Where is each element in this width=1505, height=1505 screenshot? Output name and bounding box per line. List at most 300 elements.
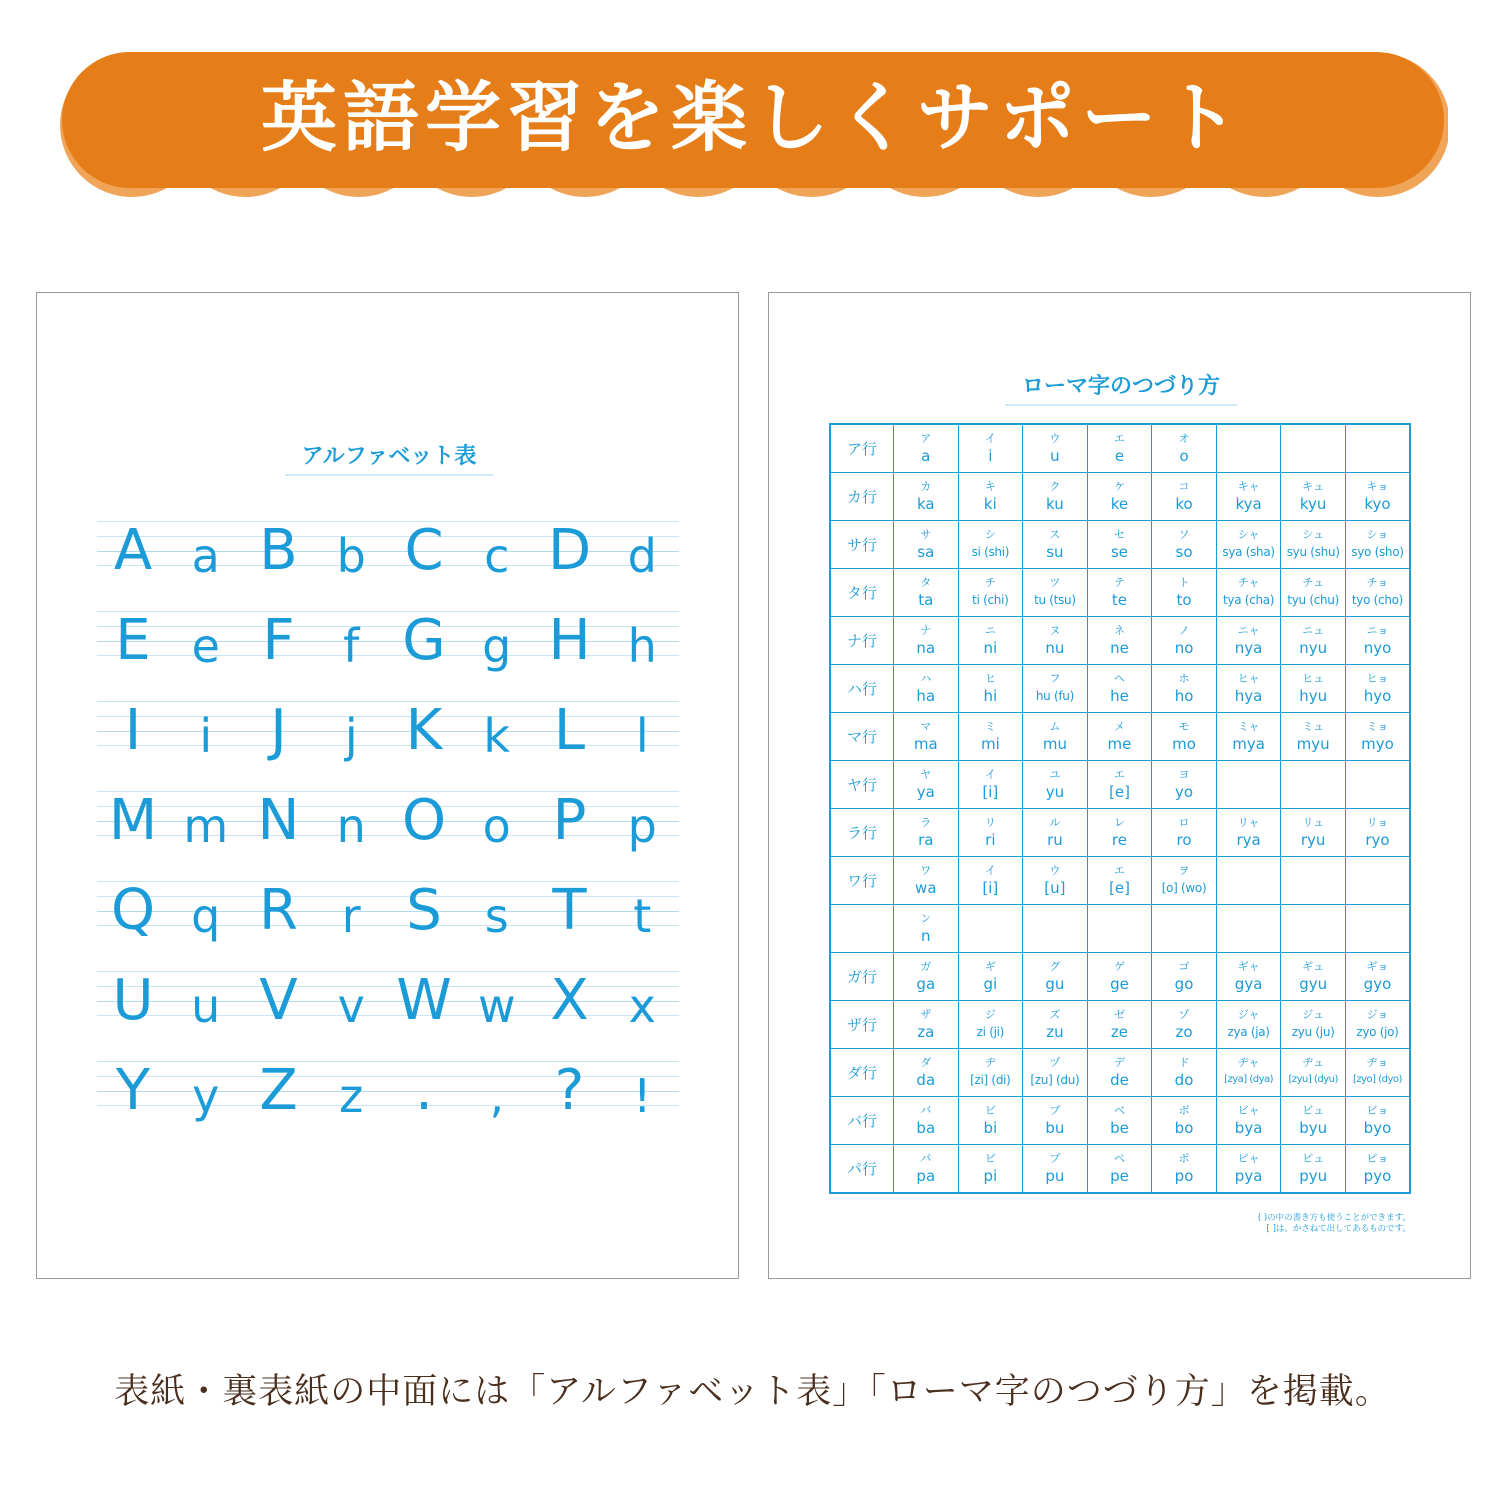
romaji-text: ta: [918, 590, 934, 609]
alphabet-row: [97, 698, 679, 791]
romaji-cell: [1216, 424, 1281, 473]
romaji-row: [830, 809, 1410, 857]
romaji-cell: [1216, 713, 1281, 761]
romaji-cell: [894, 617, 959, 665]
romaji-cell: [1216, 857, 1281, 905]
kana-text: ヘ: [1113, 671, 1125, 685]
kana-text: ヒョ: [1366, 671, 1389, 685]
romaji-cell: [1152, 473, 1217, 521]
alphabet-row: [97, 878, 679, 971]
romaji-cell: [1152, 617, 1217, 665]
alphabet-letter: d: [627, 529, 657, 583]
alphabet-letter: N: [257, 788, 300, 853]
kana-text: レ: [1113, 815, 1125, 829]
romaji-cell: [1345, 857, 1410, 905]
kana-text: ト: [1178, 575, 1190, 589]
kana-text: カ: [920, 479, 932, 493]
romaji-cell: [1281, 1145, 1346, 1194]
alphabet-letter: G: [402, 608, 446, 673]
alphabet-row: [97, 1058, 679, 1151]
romaji-text: nu: [1045, 638, 1065, 657]
romaji-cell: [1281, 713, 1346, 761]
romaji-cell: [1087, 1001, 1152, 1049]
romaji-text: gya: [1234, 974, 1263, 993]
kana-text: ウ: [1049, 431, 1061, 445]
romaji-text: i: [988, 446, 993, 465]
kana-text: ザ: [920, 1007, 932, 1021]
romaji-cell: [1087, 1097, 1152, 1145]
kana-text: ピ: [984, 1151, 996, 1165]
alphabet-letter: j: [344, 709, 358, 763]
alphabet-letter: !: [633, 1069, 652, 1123]
row-label: ハ行: [830, 665, 894, 713]
kana-text: ニュ: [1302, 623, 1325, 637]
romaji-text: zyu (ju): [1291, 1024, 1335, 1039]
kana-text: ヒ: [984, 671, 996, 685]
romaji-text: go: [1174, 974, 1194, 993]
romaji-cell: [958, 713, 1023, 761]
romaji-text: ga: [916, 974, 936, 993]
alphabet-letter: H: [548, 608, 591, 673]
romaji-text: hu (fu): [1035, 688, 1074, 703]
romaji-text: [zi] (di): [970, 1072, 1011, 1087]
kana-text: ヤ: [920, 767, 932, 781]
romaji-cell: [1281, 1001, 1346, 1049]
romaji-cell: [1345, 424, 1410, 473]
romaji-text: so: [1175, 542, 1193, 561]
kana-text: ウ: [1049, 863, 1061, 877]
romaji-cell: [1087, 761, 1152, 809]
kana-text: マ: [920, 719, 932, 733]
kana-text: ニャ: [1237, 623, 1260, 637]
romaji-cell: [958, 569, 1023, 617]
romaji-cell: [894, 569, 959, 617]
romaji-cell: [958, 761, 1023, 809]
note-line: ( )の中の書き方も使うことができます。: [1257, 1213, 1411, 1223]
kana-text: ン: [920, 911, 932, 925]
romaji-cell: [1281, 953, 1346, 1001]
kana-text: キョ: [1366, 479, 1389, 493]
romaji-cell: [958, 665, 1023, 713]
romaji-cell: [1087, 809, 1152, 857]
romaji-cell: [894, 761, 959, 809]
alphabet-letter: S: [406, 878, 442, 943]
caption-text: 表紙・裏表紙の中面には「アルファベット表」「ローマ字のつづり方」を掲載。: [114, 1372, 1391, 1412]
kana-text: ヂュ: [1302, 1055, 1324, 1069]
romaji-cell: [1152, 713, 1217, 761]
romaji-cell: [958, 905, 1023, 953]
kana-text: キャ: [1237, 479, 1260, 493]
kana-text: チ: [984, 575, 996, 589]
row-label: ナ行: [830, 617, 894, 665]
romaji-cell: [894, 665, 959, 713]
romaji-cell: [1345, 905, 1410, 953]
romaji-cell: [1216, 761, 1281, 809]
romaji-text: sa: [917, 542, 935, 561]
kana-text: シャ: [1237, 527, 1260, 541]
romaji-text: tya (cha): [1222, 592, 1275, 607]
romaji-cell: [894, 473, 959, 521]
alphabet-letter: V: [259, 968, 298, 1033]
romaji-row: [830, 857, 1410, 905]
romaji-text: ni: [983, 638, 998, 657]
romaji-cell: [1345, 521, 1410, 569]
kana-text: リ: [984, 815, 996, 829]
romaji-cell: [1023, 569, 1088, 617]
romaji-cell: [958, 473, 1023, 521]
romaji-cell: [1152, 953, 1217, 1001]
romaji-cell: [1281, 905, 1346, 953]
romaji-text: mo: [1172, 734, 1196, 753]
romaji-text: pu: [1045, 1166, 1065, 1185]
kana-text: ジ: [984, 1007, 996, 1021]
romaji-cell: [1087, 473, 1152, 521]
romaji-text: myu: [1296, 734, 1330, 753]
kana-text: チョ: [1366, 575, 1389, 589]
kana-text: ダ: [920, 1055, 932, 1069]
romaji-row: [830, 953, 1410, 1001]
kana-text: ネ: [1113, 623, 1125, 637]
kana-text: ブ: [1049, 1103, 1061, 1117]
kana-text: ナ: [920, 623, 932, 637]
alphabet-letter: .: [415, 1058, 433, 1123]
romaji-row: [830, 1049, 1410, 1097]
romaji-text: e: [1114, 446, 1125, 465]
romaji-cell: [1216, 1145, 1281, 1194]
row-label: サ行: [830, 521, 894, 569]
romaji-text: na: [916, 638, 936, 657]
kana-text: シ: [984, 527, 996, 541]
romaji-text: pe: [1110, 1166, 1129, 1185]
romaji-text: ma: [913, 734, 938, 753]
kana-text: キュ: [1302, 479, 1325, 493]
alphabet-letter: i: [199, 709, 213, 763]
kana-text: ク: [1049, 479, 1061, 493]
romaji-text: de: [1110, 1070, 1129, 1089]
alphabet-letter: q: [191, 889, 221, 943]
kana-text: ム: [1049, 719, 1061, 733]
kana-text: ミ: [984, 719, 996, 733]
alphabet-letter: f: [343, 619, 360, 673]
romaji-text: ke: [1110, 494, 1129, 513]
romaji-text: byo: [1363, 1118, 1392, 1137]
kana-text: モ: [1178, 719, 1190, 733]
romaji-cell: [1281, 761, 1346, 809]
romaji-cell: [1087, 521, 1152, 569]
alphabet-letter: Y: [115, 1058, 151, 1123]
romaji-cell: [1152, 809, 1217, 857]
romaji-cell: [1087, 1049, 1152, 1097]
romaji-cell: [1345, 713, 1410, 761]
alphabet-letter: w: [477, 979, 516, 1033]
kana-text: ボ: [1178, 1103, 1190, 1117]
banner-title: 英語学習を楽しくサポート: [261, 72, 1245, 162]
romaji-cell: [1087, 617, 1152, 665]
romaji-text: ryu: [1300, 830, 1326, 849]
kana-text: ワ: [920, 863, 932, 877]
kana-text: タ: [920, 575, 932, 589]
romaji-cell: [1023, 1049, 1088, 1097]
romaji-text: ra: [918, 830, 934, 849]
romaji-cell: [1152, 1145, 1217, 1194]
kana-text: セ: [1113, 527, 1125, 541]
romaji-text: he: [1110, 686, 1129, 705]
romaji-text: zi (ji): [976, 1024, 1005, 1039]
kana-text: ラ: [920, 815, 932, 829]
alphabet-letter: Z: [259, 1058, 298, 1123]
romaji-text: rya: [1236, 830, 1261, 849]
kana-text: ギュ: [1302, 959, 1325, 973]
romaji-text: ki: [983, 494, 997, 513]
romaji-text: hya: [1234, 686, 1263, 705]
romaji-text: kyu: [1299, 494, 1327, 513]
romaji-text: kya: [1235, 494, 1262, 513]
romaji-text: ka: [916, 494, 935, 513]
romaji-cell: [894, 521, 959, 569]
romaji-text: [e]: [1109, 782, 1130, 801]
kana-text: リャ: [1237, 815, 1260, 829]
romaji-text: [i]: [982, 878, 999, 897]
romaji-text: kyo: [1364, 494, 1391, 513]
romaji-cell: [894, 857, 959, 905]
romaji-cell: [1023, 424, 1088, 473]
romaji-text: ho: [1174, 686, 1194, 705]
kana-text: ソ: [1178, 527, 1190, 541]
alphabet-letter: a: [191, 529, 220, 583]
romaji-cell: [1023, 953, 1088, 1001]
kana-text: ビョ: [1366, 1103, 1389, 1117]
romaji-cell: [1023, 473, 1088, 521]
romaji-cell: [1152, 665, 1217, 713]
kana-text: ピョ: [1366, 1151, 1389, 1165]
romaji-cell: [1281, 1097, 1346, 1145]
romaji-row: [830, 761, 1410, 809]
romaji-cell: [958, 617, 1023, 665]
romaji-cell: [1281, 665, 1346, 713]
romaji-cell: [1152, 1001, 1217, 1049]
romaji-text: za: [917, 1022, 935, 1041]
romaji-cell: [1281, 473, 1346, 521]
kana-text: キ: [984, 479, 996, 493]
romaji-cell: [1023, 809, 1088, 857]
romaji-text: to: [1176, 590, 1192, 609]
kana-text: コ: [1178, 479, 1190, 493]
romaji-table: [829, 423, 1411, 1194]
romaji-cell: [1023, 761, 1088, 809]
kana-text: ヒャ: [1237, 671, 1260, 685]
romaji-cell: [1216, 953, 1281, 1001]
romaji-text: ru: [1047, 830, 1063, 849]
alphabet-letter: O: [401, 788, 447, 853]
romaji-cell: [1216, 473, 1281, 521]
romaji-text: [o] (wo): [1161, 880, 1207, 895]
romaji-cell: [1087, 665, 1152, 713]
romaji-cell: [1152, 761, 1217, 809]
romaji-cell: [1087, 857, 1152, 905]
kana-text: ズ: [1049, 1007, 1061, 1021]
row-label: ヤ行: [830, 761, 894, 809]
kana-text: ビ: [984, 1103, 996, 1117]
kana-text: ギャ: [1237, 959, 1260, 973]
romaji-text: nya: [1234, 638, 1263, 657]
romaji-cell: [958, 1097, 1023, 1145]
kana-text: ピュ: [1302, 1151, 1325, 1165]
romaji-text: be: [1110, 1118, 1129, 1137]
kana-text: エ: [1113, 431, 1125, 445]
romaji-cell: [1152, 569, 1217, 617]
kana-text: オ: [1178, 431, 1190, 445]
kana-text: ミョ: [1366, 719, 1389, 733]
kana-text: ベ: [1113, 1103, 1125, 1117]
romaji-cell: [958, 1001, 1023, 1049]
romaji-cell: [1345, 761, 1410, 809]
alphabet-letter: m: [183, 799, 229, 853]
kana-text: ビャ: [1237, 1103, 1260, 1117]
alphabet-letter: C: [404, 518, 444, 583]
romaji-text: syu (shu): [1286, 544, 1340, 559]
romaji-text: [zyo] (dyo): [1352, 1073, 1402, 1085]
romaji-text: [zyu] (dyu): [1288, 1073, 1338, 1085]
romaji-cell: [1023, 905, 1088, 953]
romaji-text: no: [1174, 638, 1194, 657]
romaji-cell: [1345, 1049, 1410, 1097]
romaji-text: zyo (jo): [1356, 1024, 1399, 1039]
romaji-text: sya (sha): [1222, 544, 1275, 559]
alphabet-row: [97, 608, 679, 701]
romaji-text: zya (ja): [1227, 1024, 1270, 1039]
alphabet-letter: t: [633, 889, 652, 943]
romaji-text: yo: [1175, 782, 1194, 801]
alphabet-letter: M: [108, 788, 158, 853]
romaji-cell: [1345, 1001, 1410, 1049]
alphabet-letter: W: [396, 968, 452, 1033]
kana-text: ギ: [984, 959, 996, 973]
romaji-cell: [1023, 857, 1088, 905]
kana-text: ヒュ: [1302, 671, 1325, 685]
row-label: ガ行: [830, 953, 894, 1001]
alphabet-letter: ?: [554, 1058, 585, 1123]
kana-text: ニョ: [1366, 623, 1389, 637]
kana-text: ド: [1178, 1055, 1190, 1069]
romaji-cell: [958, 809, 1023, 857]
romaji-row: [830, 617, 1410, 665]
romaji-text: ro: [1176, 830, 1192, 849]
romaji-cell: [1216, 1001, 1281, 1049]
romaji-row: [830, 665, 1410, 713]
row-label: ダ行: [830, 1049, 894, 1097]
row-label: マ行: [830, 713, 894, 761]
kana-text: ヂョ: [1366, 1055, 1389, 1069]
romaji-cell: [894, 905, 959, 953]
kana-text: ゴ: [1178, 959, 1190, 973]
alphabet-letter: E: [115, 608, 151, 673]
romaji-text: pi: [983, 1166, 998, 1185]
romaji-cell: [1087, 1145, 1152, 1194]
kana-text: ア: [920, 431, 932, 445]
romaji-text: pyu: [1299, 1166, 1328, 1185]
romaji-cell: [894, 713, 959, 761]
kana-text: ヌ: [1049, 623, 1061, 637]
romaji-row: [830, 713, 1410, 761]
romaji-cell: [894, 1097, 959, 1145]
romaji-cell: [1216, 521, 1281, 569]
alphabet-letter: ,: [489, 1069, 505, 1123]
romaji-row: [830, 1097, 1410, 1145]
alphabet-row: [97, 518, 679, 611]
alphabet-letter: A: [113, 518, 153, 583]
alphabet-letter: D: [547, 518, 592, 583]
kana-text: リョ: [1366, 815, 1389, 829]
romaji-text: ge: [1110, 974, 1129, 993]
alphabet-letter: r: [341, 889, 361, 943]
alphabet-letter: R: [259, 878, 298, 943]
romaji-text: tu (tsu): [1034, 592, 1076, 607]
row-label: ラ行: [830, 809, 894, 857]
romaji-text: [e]: [1109, 878, 1130, 897]
kana-text: ル: [1049, 815, 1061, 829]
kana-text: チャ: [1237, 575, 1260, 589]
romaji-text: o: [1179, 446, 1189, 465]
kana-text: ヲ: [1178, 863, 1190, 877]
alphabet-letter: v: [337, 979, 365, 1033]
kana-text: エ: [1113, 767, 1125, 781]
alphabet-heading: アルファベット表: [285, 439, 493, 476]
kana-text: プ: [1049, 1151, 1061, 1165]
row-label: タ行: [830, 569, 894, 617]
romaji-page: [768, 292, 1471, 1279]
romaji-text: ba: [916, 1118, 936, 1137]
romaji-text: gyu: [1299, 974, 1328, 993]
kana-text: ゼ: [1113, 1007, 1125, 1021]
romaji-text: yu: [1045, 782, 1065, 801]
kana-text: ヨ: [1178, 767, 1190, 781]
alphabet-letter: n: [336, 799, 366, 853]
romaji-cell: [1345, 569, 1410, 617]
romaji-text: u: [1050, 446, 1060, 465]
romaji-text: da: [916, 1070, 936, 1089]
romaji-cell: [1087, 424, 1152, 473]
alphabet-letter: s: [484, 889, 509, 943]
kana-text: ガ: [920, 959, 932, 973]
romaji-cell: [958, 424, 1023, 473]
alphabet-letter: k: [483, 709, 511, 763]
kana-text: ユ: [1049, 767, 1061, 781]
romaji-cell: [1216, 569, 1281, 617]
kana-text: テ: [1113, 575, 1125, 589]
romaji-cell: [1023, 521, 1088, 569]
kana-text: エ: [1113, 863, 1125, 877]
romaji-cell: [1152, 857, 1217, 905]
romaji-cell: [894, 1145, 959, 1194]
romaji-cell: [1345, 1097, 1410, 1145]
romaji-cell: [894, 953, 959, 1001]
romaji-text: mi: [980, 734, 1000, 753]
romaji-text: pya: [1234, 1166, 1263, 1185]
row-label: [830, 905, 894, 953]
alphabet-letter: J: [270, 698, 287, 763]
romaji-row: [830, 1145, 1410, 1194]
row-label: ザ行: [830, 1001, 894, 1049]
romaji-row: [830, 1001, 1410, 1049]
romaji-cell: [894, 809, 959, 857]
romaji-cell: [1216, 809, 1281, 857]
kana-text: ロ: [1178, 815, 1190, 829]
romaji-text: ha: [916, 686, 936, 705]
romaji-text: tyu (chu): [1287, 592, 1339, 607]
alphabet-letter: P: [552, 788, 587, 853]
alphabet-letter: x: [628, 979, 656, 1033]
kana-text: パ: [920, 1151, 932, 1165]
